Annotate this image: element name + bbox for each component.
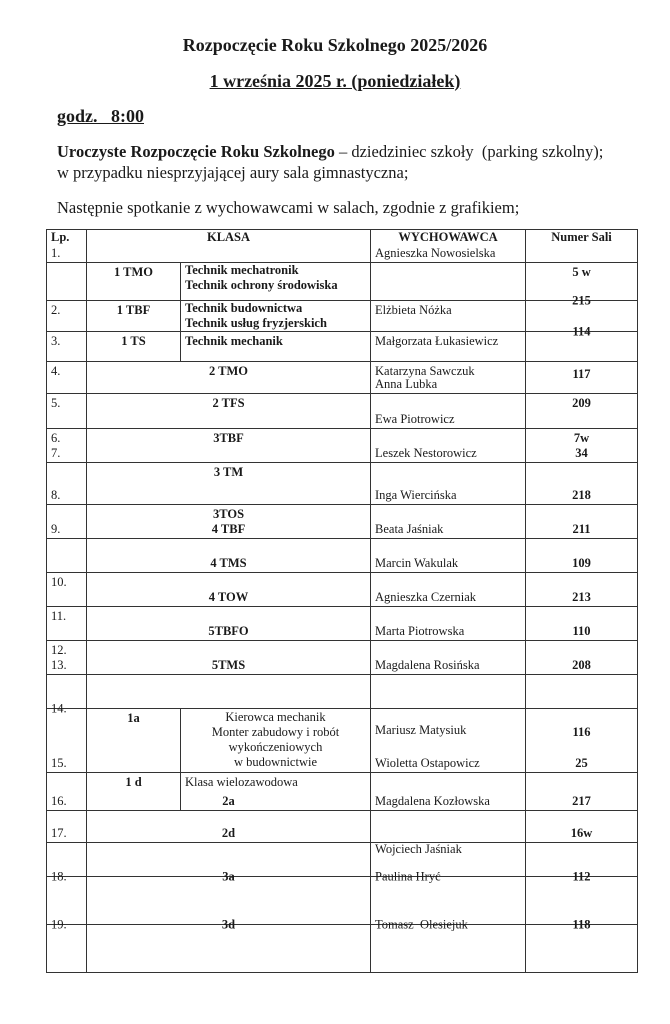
teacher-name: Małgorzata Łukasiewicz bbox=[375, 334, 499, 348]
class-name: 5TMS bbox=[211, 658, 246, 672]
header-wychowawca: WYCHOWAWCA bbox=[371, 230, 526, 263]
room-number: 213 bbox=[572, 590, 591, 604]
row-number: 9. bbox=[51, 522, 61, 536]
row-number: 18. bbox=[51, 869, 67, 884]
teacher-name: Magdalena Rosińska bbox=[375, 658, 480, 672]
class-desc-line: Technik mechanik bbox=[185, 334, 283, 348]
class-code: 1 TS bbox=[121, 334, 146, 348]
class-desc-line: Technik budownictwa bbox=[185, 301, 303, 315]
teacher-name: Inga Wiercińska bbox=[375, 488, 457, 502]
class-desc-line: Technik mechatronik bbox=[185, 263, 299, 277]
room-number: 16w bbox=[570, 826, 593, 840]
room-number: 114 bbox=[572, 324, 591, 339]
class-desc-line: Kierowca mechanik bbox=[225, 710, 326, 724]
teacher-name: Katarzyna Sawczuk bbox=[375, 364, 475, 378]
row-number: 10. bbox=[51, 575, 67, 589]
row-number: 6. bbox=[51, 431, 61, 445]
header-klasa: KLASA bbox=[87, 230, 371, 263]
class-name: 2d bbox=[221, 826, 236, 840]
start-time: godz. 8:00 bbox=[57, 106, 144, 126]
row-number: 2. bbox=[51, 303, 61, 317]
class-name: 2 TMO bbox=[209, 364, 249, 378]
teacher-name: Leszek Nestorowicz bbox=[375, 446, 477, 460]
row-number: 15. bbox=[51, 756, 67, 770]
class-desc-line: wykończeniowych bbox=[228, 740, 323, 754]
header-lp: Lp. bbox=[47, 230, 87, 263]
ceremony-title: Uroczyste Rozpoczęcie Roku Szkolnego bbox=[57, 142, 335, 161]
ceremony-location: – dziedziniec szkoły (parking szkolny); w przypadku niesprzyjającej aury sala gimnastyczna; bbox=[57, 142, 612, 182]
class-desc-line: Technik usług fryzjerskich bbox=[185, 316, 327, 330]
row-number: 5. bbox=[51, 396, 61, 410]
class-name: 3a bbox=[222, 869, 235, 884]
teacher-name: Elżbieta Nóżka bbox=[375, 303, 452, 317]
class-desc-line: Klasa wielozawodowa bbox=[185, 775, 298, 789]
class-name: 5TBFO bbox=[208, 624, 249, 638]
row-number: 1. bbox=[51, 246, 61, 260]
row-number: 19. bbox=[51, 917, 67, 932]
table-row bbox=[47, 332, 638, 362]
row-number: 8. bbox=[51, 488, 61, 502]
row-number: 3. bbox=[51, 334, 61, 348]
teacher-name: Beata Jaśniak bbox=[375, 522, 444, 536]
room-number: 209 bbox=[572, 396, 591, 410]
teacher-name: Magdalena Kozłowska bbox=[375, 794, 490, 808]
teacher-name: Agnieszka Czerniak bbox=[375, 590, 477, 604]
class-name: 4 TBF bbox=[211, 522, 246, 536]
header-sala: Numer Sali bbox=[526, 230, 638, 263]
teacher-name: Mariusz Matysiuk bbox=[375, 723, 467, 737]
room-number: 34 bbox=[575, 446, 588, 460]
class-schedule-table bbox=[46, 229, 638, 973]
class-name: 4 TOW bbox=[208, 590, 249, 604]
room-number: 215 bbox=[572, 293, 591, 308]
class-code: 1a bbox=[127, 711, 140, 725]
row-number: 13. bbox=[51, 658, 67, 672]
class-name: 3 TM bbox=[213, 465, 244, 479]
room-number: 109 bbox=[572, 556, 591, 570]
class-code: 1 TBF bbox=[116, 303, 151, 317]
class-name: 3d bbox=[221, 917, 236, 932]
ceremony-paragraph bbox=[57, 141, 617, 183]
document-date: 1 września 2025 r. (poniedziałek) bbox=[209, 71, 461, 91]
row-number: 14. bbox=[51, 701, 67, 716]
table-row bbox=[47, 362, 638, 394]
class-name: 3TBF bbox=[213, 431, 244, 445]
room-number: 117 bbox=[572, 367, 591, 381]
room-number: 5 w bbox=[572, 265, 591, 279]
table-header-row bbox=[47, 230, 638, 263]
class-code: 1 d bbox=[125, 775, 142, 789]
class-name: 2 TFS bbox=[212, 396, 245, 410]
teacher-name: Agnieszka Nowosielska bbox=[375, 246, 496, 260]
class-desc-line: w budownictwie bbox=[234, 755, 317, 769]
row-number: 16. bbox=[51, 794, 67, 808]
teacher-name: Anna Lubka bbox=[375, 377, 438, 391]
room-number: 118 bbox=[572, 917, 591, 932]
room-number: 7w bbox=[573, 431, 590, 445]
room-number: 218 bbox=[572, 488, 591, 502]
document-title: Rozpoczęcie Roku Szkolnego 2025/2026 bbox=[182, 35, 488, 55]
row-number: 11. bbox=[51, 609, 67, 623]
room-number: 25 bbox=[575, 756, 588, 770]
room-number: 116 bbox=[572, 725, 591, 739]
teacher-name: Wioletta Ostapowicz bbox=[375, 756, 480, 770]
table-row bbox=[47, 925, 638, 973]
teacher-name: Marta Piotrowska bbox=[375, 624, 465, 638]
class-name: 4 TMS bbox=[210, 556, 247, 570]
teacher-name: Marcin Wakulak bbox=[375, 556, 459, 570]
meeting-paragraph: Następnie spotkanie z wychowawcami w salach, zgodnie z grafikiem; bbox=[57, 198, 520, 217]
teacher-name: Paulina Hryć bbox=[375, 869, 441, 884]
class-name: 3TOS bbox=[212, 507, 245, 521]
room-number: 217 bbox=[572, 794, 591, 808]
class-desc-line: Monter zabudowy i robót bbox=[211, 725, 340, 739]
row-number: 17. bbox=[51, 826, 67, 840]
room-number: 110 bbox=[572, 624, 591, 638]
table-row bbox=[47, 675, 638, 709]
table-row bbox=[47, 394, 638, 429]
row-number: 12. bbox=[51, 643, 67, 657]
teacher-name: Wojciech Jaśniak bbox=[375, 842, 462, 856]
class-name: 2a bbox=[222, 794, 235, 808]
teacher-name: Tomasz Olesiejuk bbox=[375, 917, 468, 932]
room-number: 211 bbox=[572, 522, 591, 536]
room-number: 112 bbox=[572, 869, 591, 884]
teacher-name: Ewa Piotrowicz bbox=[375, 412, 455, 426]
class-desc-line: Technik ochrony środowiska bbox=[185, 278, 338, 292]
row-number: 4. bbox=[51, 364, 61, 378]
class-code: 1 TMO bbox=[113, 265, 153, 279]
room-number: 208 bbox=[572, 658, 591, 672]
row-number: 7. bbox=[51, 446, 61, 460]
